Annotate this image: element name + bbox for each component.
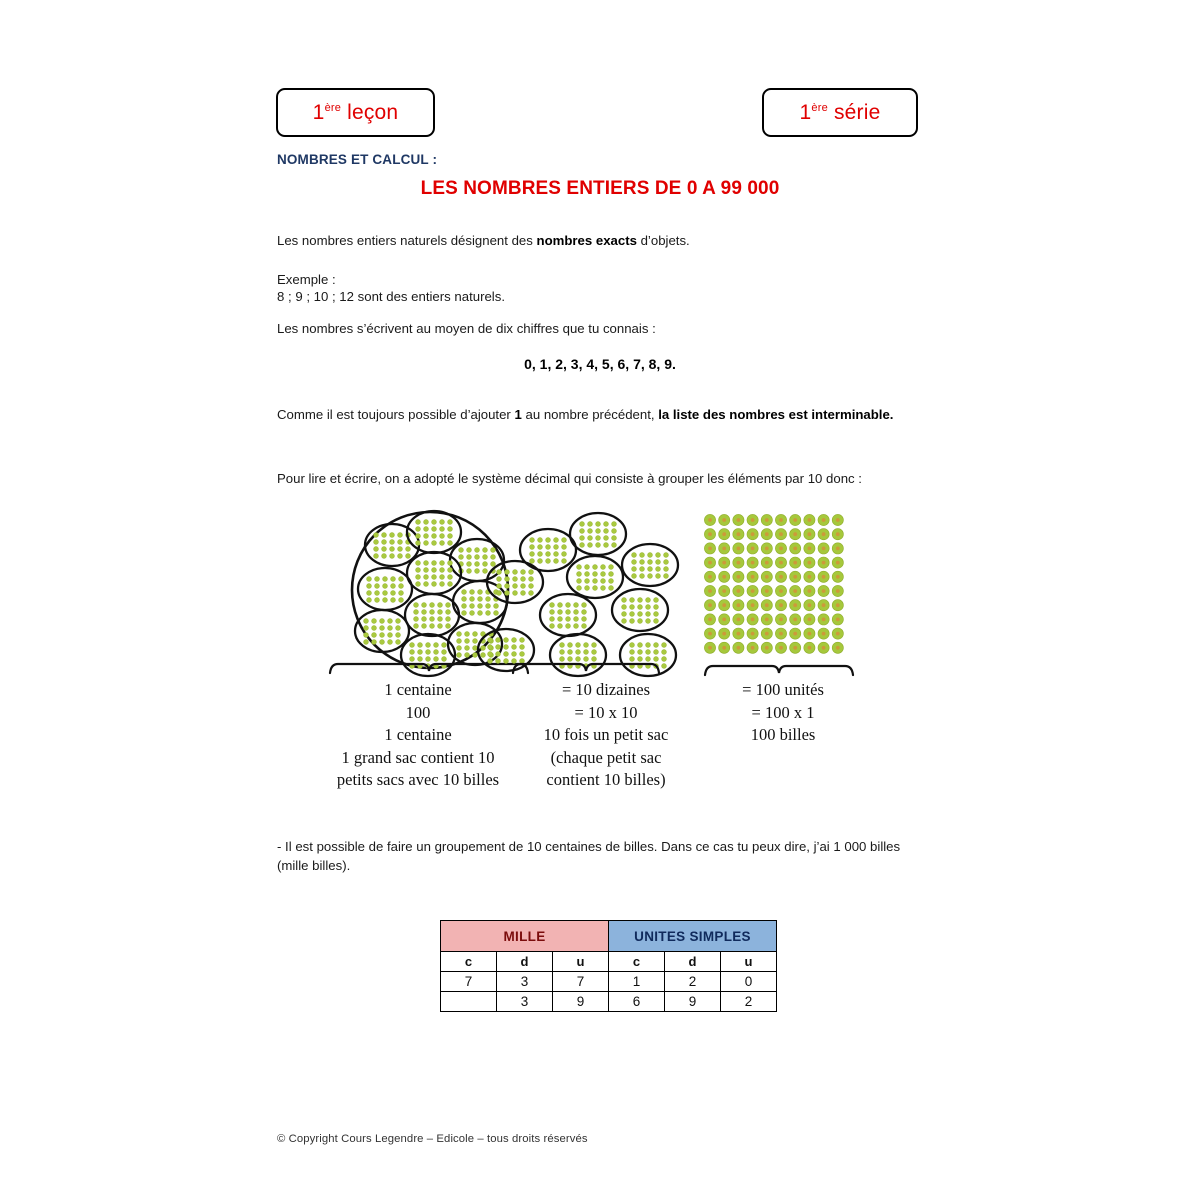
marble-highlight (793, 532, 797, 536)
table-row (441, 992, 777, 1012)
marble-highlight (708, 632, 712, 636)
marble-highlight (722, 603, 726, 607)
lesson-badge-label: 1ère leçon (312, 101, 399, 124)
table-cell: 1 (609, 972, 665, 992)
table-cell: 2 (665, 972, 721, 992)
marble-highlight (736, 546, 740, 550)
caption-line: = 100 unités (742, 680, 824, 699)
paragraph-digits-intro: Les nombres s’écrivent au moyen de dix chiffres que tu connais : (277, 321, 656, 336)
marble-highlight (807, 561, 811, 565)
example-value: 8 ; 9 ; 10 ; 12 sont des entiers naturels. (277, 289, 505, 304)
table-cell: 3 (497, 992, 553, 1012)
marble-highlight (736, 603, 740, 607)
marble-highlight (779, 532, 783, 536)
marble-highlight (708, 575, 712, 579)
marble-highlight (807, 546, 811, 550)
marble-highlight (779, 561, 783, 565)
marble-highlight (736, 532, 740, 536)
marble-highlight (736, 632, 740, 636)
marble-highlight (736, 561, 740, 565)
small-bag (570, 513, 626, 555)
marble-highlight (765, 589, 769, 593)
table-cell: 7 (553, 972, 609, 992)
always-text-c: au nombre précédent, (521, 407, 659, 422)
paragraph-always-add-one (277, 406, 923, 425)
table-cell: 6 (609, 992, 665, 1012)
marble-highlight (736, 617, 740, 621)
marble-highlight (708, 561, 712, 565)
marble-highlight (779, 546, 783, 550)
table-cell: 9 (553, 992, 609, 1012)
marble-highlight (751, 561, 755, 565)
marble-highlight (765, 603, 769, 607)
intro-text-c: d’objets. (636, 233, 690, 248)
table-cell: 3 (497, 972, 553, 992)
example-label: Exemple : (277, 272, 336, 287)
caption-line: = 10 dizaines (561, 680, 651, 699)
digit-list: 0, 1, 2, 3, 4, 5, 6, 7, 8, 9. (524, 356, 676, 372)
marble-highlight (751, 589, 755, 593)
marble-highlight (765, 518, 769, 522)
caption-line: (chaque petit sac (550, 747, 662, 767)
small-bag (622, 544, 678, 586)
marble-highlight (793, 646, 797, 650)
paragraph-intro (277, 232, 923, 251)
subheader-mille-c: c (441, 952, 497, 972)
marble-highlight (836, 617, 840, 621)
table-group-header-row (441, 921, 777, 952)
marble-highlight (822, 561, 826, 565)
caption-unites (703, 679, 863, 747)
marble-highlight (793, 546, 797, 550)
marble-highlight (751, 646, 755, 650)
marble-highlight (708, 518, 712, 522)
marble-highlight (807, 589, 811, 593)
subheader-mille-d: d (497, 952, 553, 972)
marble-highlight (793, 518, 797, 522)
marble-highlight (822, 532, 826, 536)
small-bag (567, 556, 623, 598)
marble-highlight (822, 632, 826, 636)
table-row (441, 972, 777, 992)
caption-line: petits sacs avec 10 billes (336, 770, 500, 790)
caption-line: = 10 x 10 (574, 702, 638, 722)
marble-highlight (736, 575, 740, 579)
marble-highlight (836, 646, 840, 650)
marble-grid-group (704, 514, 853, 675)
paragraph-thousand-group: - Il est possible de faire un groupement de 10 centaines de billes. Dans ce cas tu peux dire, j’ai 1 000 billes (mille billes). (277, 839, 901, 873)
marble-highlight (807, 518, 811, 522)
caption-line: 1 grand sac contient 10 (341, 747, 495, 767)
marble-highlight (708, 546, 712, 550)
marble-highlight (765, 646, 769, 650)
marble-highlight (736, 589, 740, 593)
always-emphasis-interminable: la liste des nombres est interminable. (658, 407, 894, 422)
caption-line: 100 (405, 702, 431, 722)
small-bag (487, 561, 543, 603)
small-bag (358, 568, 412, 610)
subject-heading: NOMBRES ET CALCUL : (277, 152, 438, 167)
marble-highlight (793, 589, 797, 593)
marble-highlight (751, 617, 755, 621)
table-cell: 0 (721, 972, 777, 992)
subheader-mille-u: u (553, 952, 609, 972)
table-cell: 2 (721, 992, 777, 1012)
intro-emphasis: nombres exacts (536, 233, 637, 248)
marble-highlight (751, 518, 755, 522)
marble-highlight (722, 561, 726, 565)
group-header-unites: UNITES SIMPLES (609, 921, 777, 952)
series-badge (762, 88, 918, 137)
marble-highlight (779, 632, 783, 636)
small-bag (407, 552, 461, 594)
marble-highlight (722, 575, 726, 579)
table-subheader-row (441, 952, 777, 972)
small-bag (450, 539, 504, 581)
marble-highlight (793, 617, 797, 621)
marble-highlight (722, 518, 726, 522)
marble-highlight (722, 589, 726, 593)
marble-highlight (836, 575, 840, 579)
series-badge-label: 1ère série (799, 101, 881, 124)
marble-highlight (807, 575, 811, 579)
table-cell: 7 (441, 972, 497, 992)
brace-unites (705, 666, 853, 675)
small-bag (550, 634, 606, 676)
marble-highlight (779, 518, 783, 522)
marble-highlight (779, 617, 783, 621)
marble-highlight (708, 532, 712, 536)
marble-highlight (836, 632, 840, 636)
marble-highlight (765, 617, 769, 621)
marble-highlight (765, 575, 769, 579)
marble-highlight (822, 646, 826, 650)
marble-highlight (751, 632, 755, 636)
subheader-unites-c: c (609, 952, 665, 972)
marble-highlight (765, 561, 769, 565)
marble-highlight (708, 617, 712, 621)
marble-highlight (793, 632, 797, 636)
marble-highlight (708, 589, 712, 593)
marble-highlight (722, 532, 726, 536)
caption-line: contient 10 billes) (546, 770, 666, 790)
always-emphasis-one: 1 (514, 407, 522, 422)
marble-highlight (822, 575, 826, 579)
lesson-badge (276, 88, 435, 137)
marble-highlight (793, 603, 797, 607)
marble-highlight (822, 617, 826, 621)
marble-highlight (836, 518, 840, 522)
marble-highlight (822, 603, 826, 607)
small-bag (405, 594, 459, 636)
small-bag (540, 594, 596, 636)
marble-highlight (722, 617, 726, 621)
table-cell (441, 992, 497, 1012)
small-bag (448, 623, 502, 665)
marble-highlight (807, 532, 811, 536)
caption-line: 10 fois un petit sac (543, 725, 669, 745)
marble-highlight (807, 603, 811, 607)
marble-highlight (807, 632, 811, 636)
caption-centaine (318, 679, 518, 792)
always-text-a: Comme il est toujours possible d’ajouter (277, 407, 515, 422)
marble-highlight (822, 546, 826, 550)
marble-highlight (722, 546, 726, 550)
marble-highlight (793, 575, 797, 579)
marble-highlight (708, 603, 712, 607)
marble-highlight (708, 646, 712, 650)
paragraph-decimal-system: Pour lire et écrire, on a adopté le système décimal qui consiste à grouper les éléments par 10 donc : (277, 471, 862, 486)
marble-highlight (736, 518, 740, 522)
caption-line: 1 centaine (384, 725, 452, 745)
marble-highlight (779, 603, 783, 607)
marble-highlight (722, 632, 726, 636)
caption-line: 1 centaine (384, 680, 452, 699)
marble-highlight (751, 532, 755, 536)
caption-line: 100 billes (750, 725, 816, 745)
marble-highlight (722, 646, 726, 650)
small-bag (620, 634, 676, 676)
small-bag (407, 511, 461, 553)
marble-highlight (836, 603, 840, 607)
marble-highlight (779, 589, 783, 593)
page-title: LES NOMBRES ENTIERS DE 0 A 99 000 (420, 178, 780, 199)
marble-highlight (751, 546, 755, 550)
small-bag (612, 589, 668, 631)
marble-highlight (779, 646, 783, 650)
copyright-footer: © Copyright Cours Legendre – Edicole – tous droits réservés (277, 1133, 588, 1145)
loose-bags-group (478, 513, 678, 676)
marble-highlight (822, 518, 826, 522)
marble-highlight (765, 546, 769, 550)
marble-highlight (751, 603, 755, 607)
group-header-mille: MILLE (441, 921, 609, 952)
marble-highlight (779, 575, 783, 579)
subheader-unites-d: d (665, 952, 721, 972)
marble-highlight (836, 532, 840, 536)
marble-highlight (793, 561, 797, 565)
place-value-table (440, 920, 777, 1012)
marble-highlight (736, 646, 740, 650)
marble-highlight (822, 589, 826, 593)
caption-dizaines (516, 679, 696, 792)
table-cell: 9 (665, 992, 721, 1012)
marble-highlight (836, 546, 840, 550)
marble-highlight (765, 632, 769, 636)
marble-highlight (765, 532, 769, 536)
subheader-unites-u: u (721, 952, 777, 972)
marble-grid (704, 514, 843, 653)
marble-highlight (836, 589, 840, 593)
small-bag (365, 524, 419, 566)
marble-highlight (807, 617, 811, 621)
marble-highlight (836, 561, 840, 565)
marble-highlight (807, 646, 811, 650)
marble-highlight (751, 575, 755, 579)
intro-text-a: Les nombres entiers naturels désignent des (277, 233, 537, 248)
caption-line: = 100 x 1 (751, 702, 815, 722)
